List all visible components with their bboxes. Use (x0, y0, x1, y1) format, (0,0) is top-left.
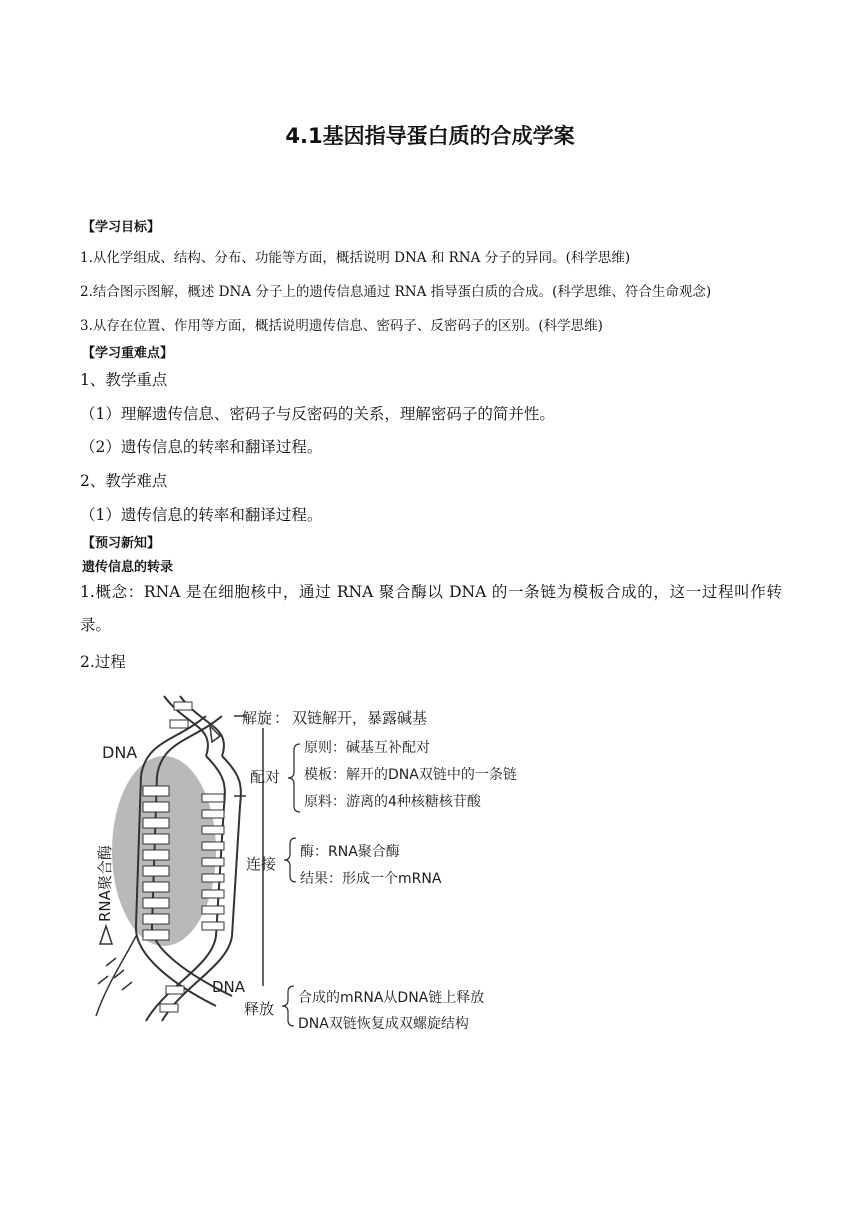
concept-paragraph: 1.概念：RNA 是在细胞核中，通过 RNA 聚合酶以 DNA 的一条链为模板合成的，这一过程叫作转录。 (80, 583, 782, 634)
step-pairing-name: 配对 (250, 768, 281, 786)
step-unwind-text: 双链解开，暴露碱基 (292, 709, 428, 727)
release-detail-1: 合成的mRNA从DNA链上释放 (298, 990, 485, 1006)
dna-bottom-label: DNA (212, 978, 246, 996)
objectives-heading: 【学习目标】 (82, 220, 161, 235)
difficulty-item-1: （1）遗传信息的转率和翻译过程。 (80, 506, 323, 524)
linking-detail-2: 结果：形成一个mRNA (300, 871, 442, 887)
rna-polymerase-label: RNA聚合酶 (96, 845, 114, 922)
focus-item-2: （2）遗传信息的转率和翻译过程。 (80, 438, 323, 456)
page-title: 4.1基因指导蛋白质的合成学案 (285, 124, 575, 148)
objective-item-1: 1.从化学组成、结构、分布、功能等方面，概括说明 DNA 和 RNA 分子的异同。(科学思维) (80, 250, 631, 266)
focus-item-1: （1）理解遗传信息、密码子与反密码的关系，理解密码子的简并性。 (80, 405, 555, 423)
preview-heading: 【预习新知】 (82, 536, 161, 551)
keypoints-heading: 【学习重难点】 (82, 346, 174, 361)
dna-top-label: DNA (102, 743, 138, 762)
step-linking-name: 连接 (246, 855, 277, 873)
step-unwind-sep: ： (274, 709, 290, 727)
process-heading: 2.过程 (80, 653, 126, 671)
linking-detail-1: 酶：RNA聚合酶 (300, 844, 400, 860)
step-unwind-name: 解旋 (242, 709, 273, 727)
pairing-brace (288, 744, 300, 812)
step-release-name: 释放 (244, 1000, 275, 1018)
release-detail-2: DNA双链恢复成双螺旋结构 (298, 1016, 469, 1032)
pairing-detail-1: 原则：碱基互补配对 (304, 740, 430, 756)
difficulty-heading: 2、教学难点 (80, 472, 168, 490)
release-brace (282, 986, 294, 1026)
pairing-detail-3: 原料：游离的4种核糖核苷酸 (304, 794, 481, 810)
transcription-diagram (86, 686, 586, 1056)
pairing-detail-2: 模板：解开的DNA双链中的一条链 (304, 767, 517, 783)
linking-brace (284, 838, 296, 882)
focus-heading: 1、教学重点 (80, 371, 168, 389)
process-flow-arrow (234, 716, 263, 986)
objective-item-3: 3.从存在位置、作用等方面，概括说明遗传信息、密码子、反密码子的区别。(科学思维) (80, 318, 603, 334)
transcription-heading: 遗传信息的转录 (82, 560, 174, 575)
objective-item-2: 2.结合图示图解，概述 DNA 分子上的遗传信息通过 RNA 指导蛋白质的合成。(科学思维、符合生命观念) (80, 284, 712, 300)
